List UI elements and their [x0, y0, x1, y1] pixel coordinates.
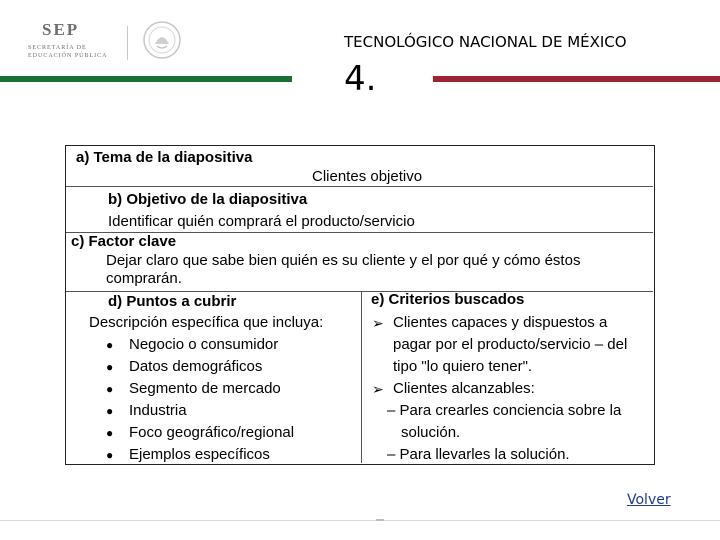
label-d: d) Puntos a cubrir [108, 293, 237, 310]
footer-divider [0, 520, 720, 521]
list-item: Negocio o consumidor [129, 336, 279, 353]
label-a: a) Tema de la diapositiva [76, 149, 253, 166]
bullet-icon: ● [106, 360, 114, 374]
logo-divider [127, 26, 128, 60]
value-c-line1: Dejar claro que sabe bien quién es su cliente y el por qué y cómo éstos [106, 252, 581, 269]
slide-number: 4. [344, 59, 377, 99]
sep-logo [22, 18, 202, 68]
e-sub1-line2: solución. [401, 424, 461, 441]
green-accent-bar [0, 76, 292, 82]
e-item1-line3: tipo "lo quiero tener". [393, 358, 533, 375]
list-item: Segmento de mercado [129, 380, 281, 397]
column-divider [361, 291, 362, 463]
value-a: Clientes objetivo [312, 168, 423, 185]
list-item: Datos demográficos [129, 358, 263, 375]
d-intro: Descripción específica que incluya: [89, 314, 324, 331]
list-item: Foco geográfico/regional [129, 424, 295, 441]
sep-logo-subtitle: SECRETARÍA DE EDUCACIÓN PÚBLICA [28, 45, 108, 59]
label-e: e) Criterios buscados [371, 291, 525, 308]
e-sub2: – Para llevarles la solución. [387, 446, 570, 463]
slide-content-table [65, 145, 655, 465]
e-item1-line1: Clientes capaces y dispuestos a [393, 314, 608, 331]
bullet-icon: ● [106, 404, 114, 418]
bullet-icon: ● [106, 338, 114, 352]
value-c-line2: comprarán. [106, 270, 182, 287]
bullet-icon: ● [106, 382, 114, 396]
header-title: TECNOLÓGICO NACIONAL DE MÉXICO [344, 33, 627, 51]
arrow-bullet-icon: ➢ [372, 315, 384, 331]
e-sub1-line1: – Para crearles conciencia sobre la [387, 402, 622, 419]
national-seal-icon [140, 20, 184, 60]
sep-logo-word: SEP [42, 20, 80, 39]
e-item1-line2: pagar por el producto/servicio – del [393, 336, 628, 353]
row-divider [66, 291, 653, 292]
arrow-bullet-icon: ➢ [372, 381, 384, 397]
red-accent-bar [433, 76, 720, 82]
footer-mark [376, 519, 384, 521]
bullet-icon: ● [106, 448, 114, 462]
list-item: Ejemplos específicos [129, 446, 270, 463]
bullet-icon: ● [106, 426, 114, 440]
list-item: Industria [129, 402, 187, 419]
back-link[interactable]: Volver [627, 492, 671, 508]
row-divider [66, 186, 653, 187]
e-item2: Clientes alcanzables: [393, 380, 535, 397]
label-b: b) Objetivo de la diapositiva [108, 191, 308, 208]
label-c: c) Factor clave [71, 233, 177, 250]
value-b: Identificar quién comprará el producto/servicio [108, 213, 415, 230]
